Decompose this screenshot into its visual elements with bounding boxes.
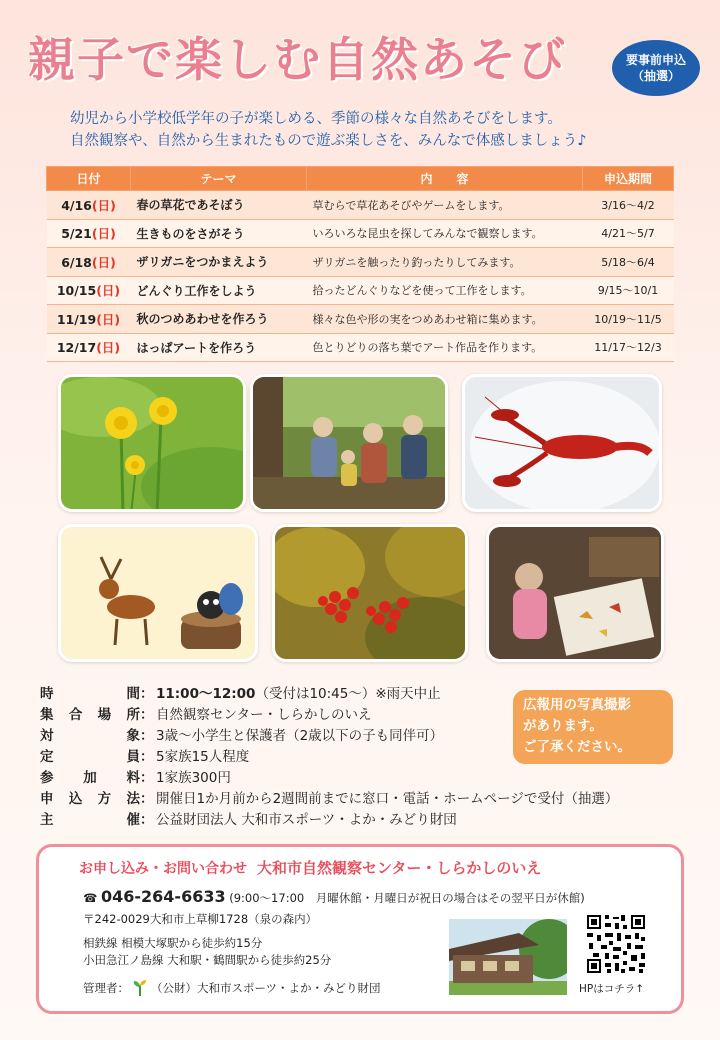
photo-acorn-craft bbox=[58, 524, 258, 662]
detail-place: 集 合 場 所 ： 自然観察センター・しらかしのいえ bbox=[40, 707, 372, 723]
qr-code[interactable] bbox=[585, 913, 647, 975]
schedule-table bbox=[46, 166, 674, 362]
row-date: 12/17(日) bbox=[47, 333, 131, 362]
row-theme: はっぱアートを作ろう bbox=[131, 333, 307, 362]
table-row bbox=[47, 248, 674, 277]
foundation-logo-icon bbox=[132, 979, 148, 997]
row-theme: 秋のつめあわせを作ろう bbox=[131, 305, 307, 334]
row-theme: ザリガニをつかまえよう bbox=[131, 248, 307, 277]
intro-line1: 幼児から小学校低学年の子が楽しめる、季節の様々な自然あそびをします。 bbox=[70, 111, 562, 127]
row-date: 6/18(日) bbox=[47, 248, 131, 277]
row-date: 4/16(日) bbox=[47, 191, 131, 220]
row-period: 3/16～4/2 bbox=[583, 191, 674, 220]
advance-registration-badge bbox=[612, 40, 700, 96]
table-row bbox=[47, 333, 674, 362]
row-content: 色とりどりの落ち葉でアート作品を作ります。 bbox=[307, 333, 583, 362]
row-content: 草むらで草花あそびやゲームをします。 bbox=[307, 191, 583, 220]
detail-apply: 申 込 方 法 ： 開催日1か月前から2週間前までに窓口・電話・ホームページで受付（抽選） bbox=[40, 791, 619, 807]
detail-host: 主 催 ： 公益財団法人 大和市スポーツ・よか・みどり財団 bbox=[40, 812, 457, 828]
row-content: いろいろな昆虫を探してみんなで観察します。 bbox=[307, 219, 583, 248]
phone-icon: ☎ bbox=[83, 891, 98, 905]
building-photo bbox=[449, 919, 567, 995]
row-content: ザリガニを触ったり釣ったりしてみます。 bbox=[307, 248, 583, 277]
intro-text bbox=[70, 108, 700, 152]
photo-notice: 広報用の写真撮影 があります。 ご了承ください。 bbox=[513, 690, 673, 764]
badge-line1: 要事前申込 bbox=[625, 53, 686, 67]
header-theme: テーマ bbox=[131, 167, 307, 191]
address: 〒242-0029大和市上草柳1728（泉の森内） bbox=[83, 912, 318, 926]
row-date: 5/21(日) bbox=[47, 219, 131, 248]
header-content: 内 容 bbox=[307, 167, 583, 191]
contact-box bbox=[36, 844, 684, 1014]
qr-caption: HPはコチラ↑ bbox=[579, 983, 645, 995]
opening-hours: (9:00～17:00 月曜休館・月曜日が祝日の場合はその翌平日が休館) bbox=[229, 891, 585, 905]
access-info: 相鉄線 相模大塚駅から徒歩約15分 小田急江ノ島線 大和駅・鶴間駅から徒歩約25分 bbox=[83, 936, 332, 967]
photo-leaf-art bbox=[486, 524, 664, 662]
phone-line bbox=[83, 887, 585, 906]
row-theme: どんぐり工作をしよう bbox=[131, 276, 307, 305]
row-theme: 春の草花であそぼう bbox=[131, 191, 307, 220]
header-date: 日付 bbox=[47, 167, 131, 191]
row-period: 4/21～5/7 bbox=[583, 219, 674, 248]
schedule-header-row bbox=[47, 167, 674, 191]
row-period: 9/15～10/1 bbox=[583, 276, 674, 305]
table-row bbox=[47, 219, 674, 248]
table-row bbox=[47, 276, 674, 305]
table-row bbox=[47, 191, 674, 220]
contact-title: お申し込み・お問い合わせ 大和市自然観察センター・しらかしのいえ bbox=[79, 859, 542, 877]
manager-line: 管理者： （公財）大和市スポーツ・よか・みどり財団 bbox=[83, 981, 381, 995]
row-date: 10/15(日) bbox=[47, 276, 131, 305]
row-period: 11/17～12/3 bbox=[583, 333, 674, 362]
row-content: 拾ったどんぐりなどを使って工作をします。 bbox=[307, 276, 583, 305]
header-period: 申込期間 bbox=[583, 167, 674, 191]
badge-line2: （抽選） bbox=[631, 69, 680, 83]
detail-target: 対 象 ： 3歳～小学生と保護者（2歳以下の子も同伴可） bbox=[40, 728, 444, 744]
photo-crayfish bbox=[462, 374, 662, 512]
detail-time: 時 間 ： 11:00～12:00（受付は10:45～）※雨天中止 bbox=[40, 686, 441, 702]
page-title: 親子で楽しむ自然あそび bbox=[28, 33, 567, 88]
photo-insect-observation bbox=[250, 374, 448, 512]
table-row bbox=[47, 305, 674, 334]
row-content: 様々な色や形の実をつめあわせ箱に集めます。 bbox=[307, 305, 583, 334]
row-period: 5/18～6/4 bbox=[583, 248, 674, 277]
row-theme: 生きものをさがそう bbox=[131, 219, 307, 248]
phone-number[interactable]: 046-264-6633 bbox=[100, 887, 226, 906]
detail-capacity: 定 員 ： 5家族15人程度 bbox=[40, 749, 250, 765]
intro-line2: 自然観察や、自然から生まれたもので遊ぶ楽しさを、みんなで体感しましょう♪ bbox=[70, 133, 587, 149]
detail-fee: 参 加 料 ： 1家族300円 bbox=[40, 770, 231, 786]
row-date: 11/19(日) bbox=[47, 305, 131, 334]
photo-red-berries bbox=[272, 524, 468, 662]
row-period: 10/19～11/5 bbox=[583, 305, 674, 334]
photo-dandelions bbox=[58, 374, 246, 512]
